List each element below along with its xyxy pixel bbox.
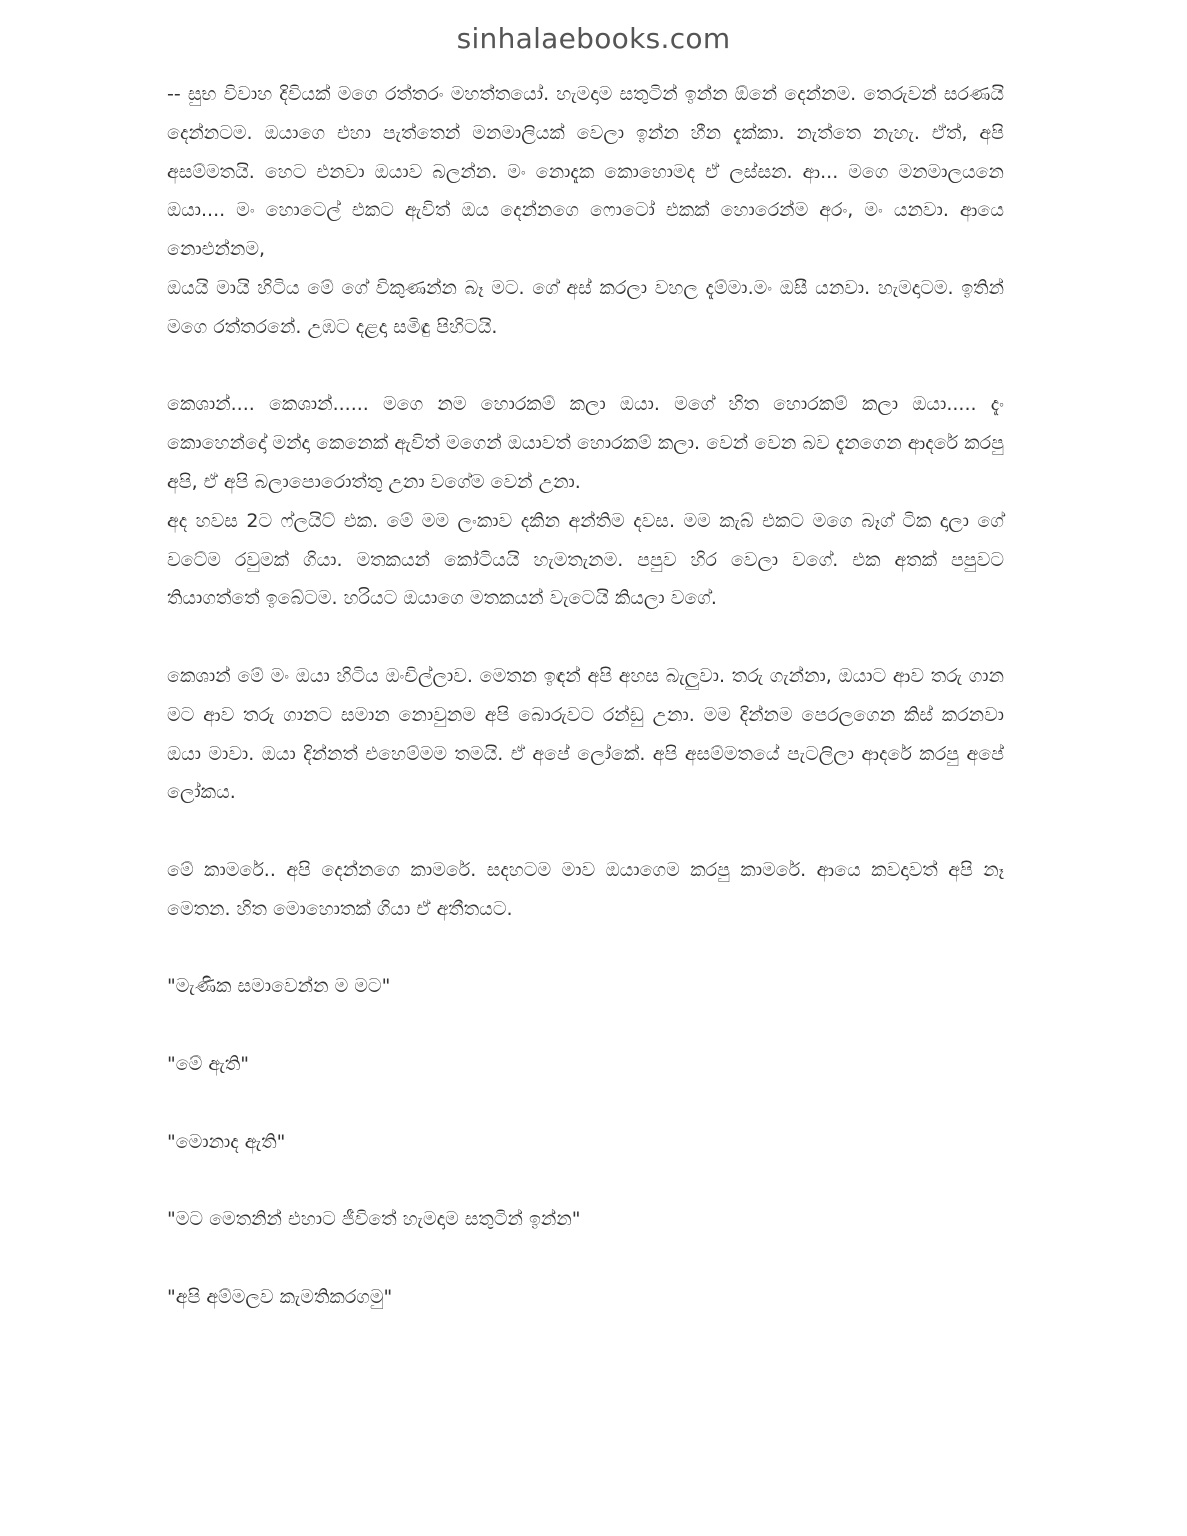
dialogue-line-5: "අපි අම්මලව කැමතිකරගමු" (167, 1285, 393, 1308)
page-content (167, 75, 1004, 1317)
dialogue-line-2: "මේ ඇති" (167, 1052, 250, 1075)
paragraph-gap (167, 812, 1004, 851)
paragraph-gap (167, 1084, 1004, 1123)
paragraph-5: කෙශාන් මේ මං ඔයා හිටිය ඔංචිල්ලාව. මෙතන ඉඳන් අපි අහස බැලුවා. තරු ගැන්නා, ඔයාට ආව තරු ගාන මට ආව තරු ගානට සමාන නොවුනම අපි බොරුවට රන්ඩු උනා. මම දින්නම පෙරලගෙන කිස් කරනවා ඔයා මාවා. ඔයා දින්නත් එහෙම්මම තමයි. ඒ අපේ ලෝකේ. අපි අසම්මතයේ පැටලිලා ආදරේ කරපු අපේ ලෝකය. (167, 664, 1004, 804)
dialogue-line-4: "මට මෙතනින් එහාට ජීවිතේ හැමදාම සතුටින් ඉන්න" (167, 1208, 581, 1231)
dialogue-line-3: "මොනාද ඇති" (167, 1130, 286, 1153)
paragraph-1: -- සුභ විවාහ දිවියක් මගෙ රත්තරං මහත්තයෝ. හැමදාම සතුටින් ඉන්න ඕනේ දෙන්නම. තෙරුවන් සරණයි දෙන්නටම. ඔයාගෙ එහා පැත්තෙන් මනමාලියක් වෙලා ඉන්න හීන දැක්කා. නැත්තෙ නැහැ. ඒත්, අපි අසම්මතයි. හෙට එනවා ඔයාව බලන්න. මං නොදැක කොහොමද ඒ ලස්සන. ආ... මගෙ මනමාලයනෙ ඔයා.... මං හොටෙල් එකට ඇවිත් ඔය දෙන්නගෙ ෆොටෝ එකක් හොරෙන්ම අරං, මං යනවා. ආයෙ නොඑන්නම, (167, 83, 1004, 261)
paragraph-gap (167, 1239, 1004, 1278)
paragraph-gap (167, 347, 1004, 386)
paragraph-3: කෙශාන්.... කෙශාන්...... මගෙ නම හොරකම් කලා ඔයා. මගේ හිත හොරකම් කලා ඔයා..... දැං කොහෙන්දෝ මන්දා කෙනෙක් ඇවිත් මගෙන් ඔයාවත් හොරකම් කලා. වෙන් වෙන බව දැනගෙන ආදරේ කරපු අපි, ඒ අපි බලාපොරොත්තු උනා වගේම වෙන් උනා. (167, 393, 1004, 493)
paragraph-4: අද හවස 2ට ෆ්ලයිට් එක. මේ මම ලංකාව දකින අන්තිම දවස. මම කැබ් එකට මගෙ බෑග් ටික දාලා ගේ වටේම රවුමක් ගියා. මතකයන් කෝටියයි හැමතැනම. පපුව හිර වෙලා වගේ. එක අතක් පපුවට තියාගත්තේ ඉබේටම. හරියට ඔයාගෙ මතකයන් වැටෙයි කියලා වගේ. (167, 509, 1004, 610)
dialogue-line-1: "මැණික සමාවෙන්න ම මට" (167, 975, 391, 998)
paragraph-6: මේ කාමරේ.. අපි දෙන්නගෙ කාමරේ. සදහටම මාව ඔයාගෙම කරපු කාමරේ. ආයෙ කවදාවත් අපි නෑ මෙතන. හිත මොහොතක් ගියා ඒ අතීතයට. (167, 858, 1004, 920)
paragraph-gap (167, 1161, 1004, 1200)
paragraph-gap (167, 618, 1004, 657)
site-header: sinhalaebooks.com (456, 22, 731, 55)
paragraph-gap (167, 1006, 1004, 1045)
paragraph-2: ඔයයි මායි හිටිය මේ ගේ විකුණන්න බෑ මට. ගේ අස් කරලා වහල දැම්මා.මං ඔසී යනවා. හැමදාටම. ඉතින් මගෙ රත්තරනේ. උඹට දළදා සමිඳු පිහිටයි. (167, 276, 1004, 338)
paragraph-gap (167, 929, 1004, 968)
